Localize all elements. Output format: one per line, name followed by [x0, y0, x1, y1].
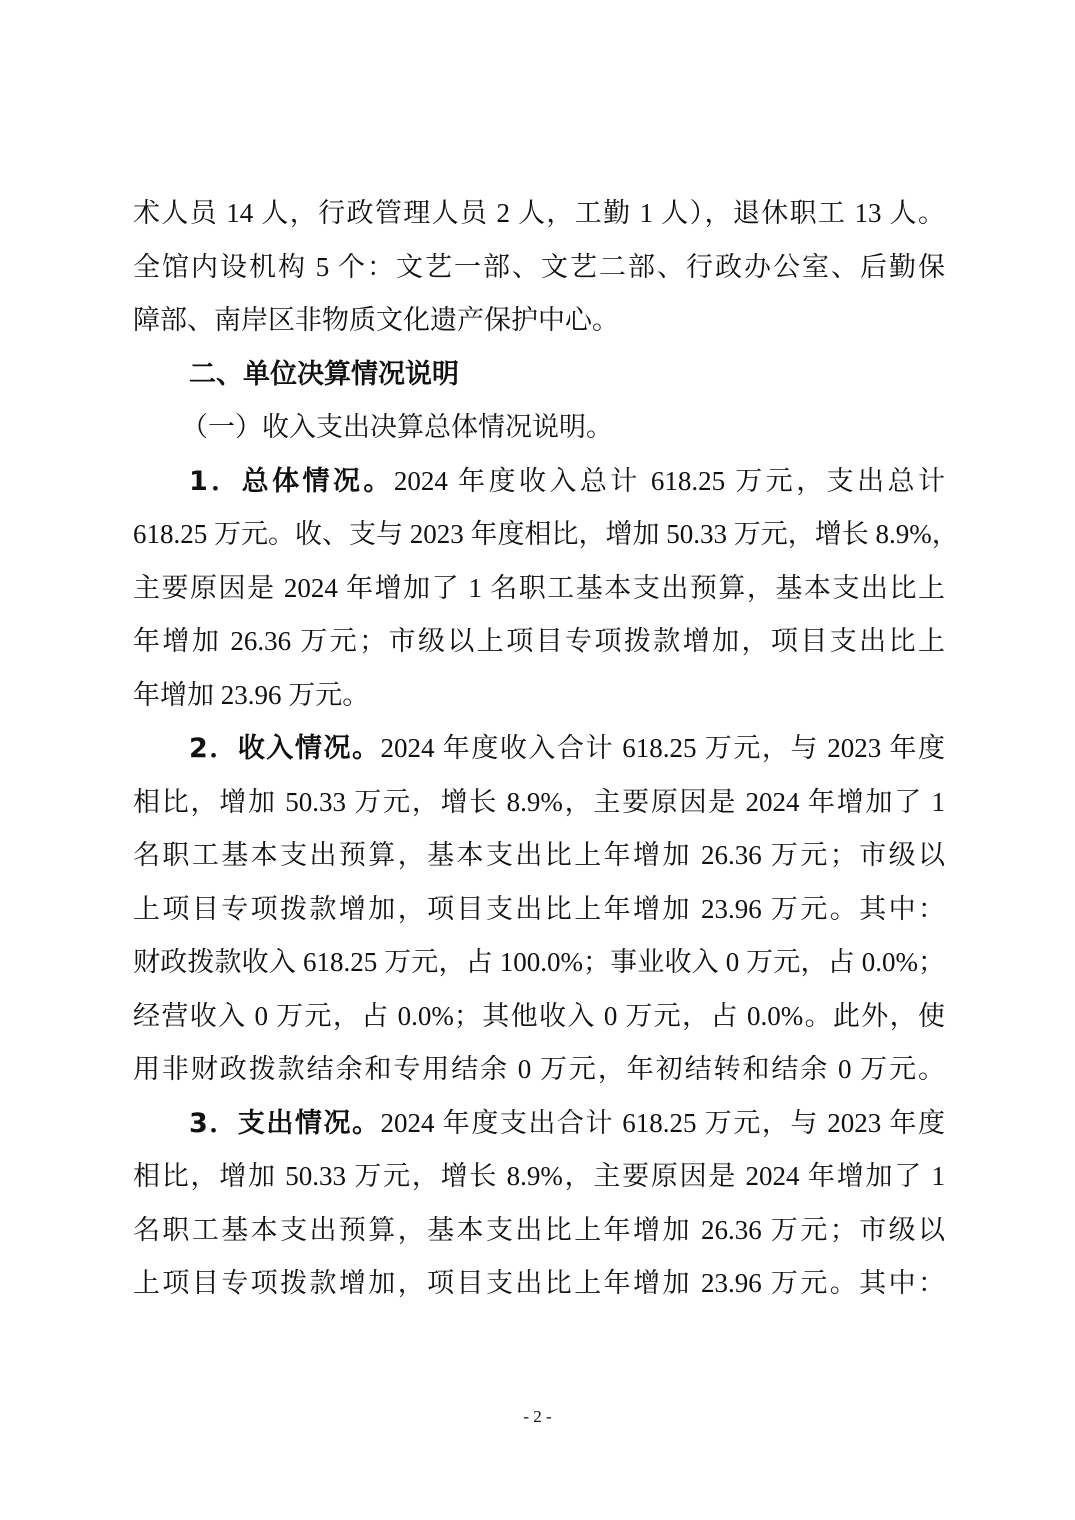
text-line: 障部、南岸区非物质文化遗产保护中心。 — [133, 305, 619, 335]
text-line: 名职工基本支出预算，基本支出比上年增加 26.36 万元；市级以 — [133, 840, 945, 870]
paragraph-label: 3．支出情况。 — [189, 1107, 381, 1139]
page-number: - 2 - — [523, 1407, 552, 1426]
text-line: 618.25 万元。收、支与 2023 年度相比，增加 50.33 万元，增长 8.9%， — [133, 519, 959, 549]
subsection-heading: （一）收入支出决算总体情况说明。 — [181, 412, 613, 442]
text-line: 相比，增加 50.33 万元，增长 8.9%，主要原因是 2024 年增加了 1 — [133, 786, 945, 817]
text-line: 名职工基本支出预算，基本支出比上年增加 26.36 万元；市级以 — [133, 1214, 945, 1245]
text-line: 财政拨款收入 618.25 万元，占 100.0%；事业收入 0 万元，占 0.0%； — [133, 947, 945, 977]
document-body — [133, 187, 959, 1311]
section-heading: 二、单位决算情况说明 — [189, 358, 459, 390]
text-line: 上项目专项拨款增加，项目支出比上年增加 23.96 万元。其中： — [133, 1268, 945, 1298]
paragraph-income — [133, 722, 945, 776]
paragraph-label: 1．总体情况。 — [189, 465, 394, 497]
text-line: 主要原因是 2024 年增加了 1 名职工基本支出预算，基本支出比上 — [133, 572, 945, 603]
paragraph-overall — [133, 455, 945, 509]
text-line: 用非财政拨款结余和专用结余 0 万元，年初结转和结余 0 万元。 — [133, 1054, 945, 1084]
text-segment: 2024 年度支出合计 618.25 万元，与 2023 年度 — [380, 1107, 946, 1138]
text-line: 相比，增加 50.33 万元，增长 8.9%，主要原因是 2024 年增加了 1 — [133, 1161, 945, 1191]
text-segment: 2024 年度收入合计 618.25 万元，与 2023 年度 — [380, 733, 946, 763]
text-line: 经营收入 0 万元，占 0.0%；其他收入 0 万元，占 0.0%。此外，使 — [133, 1000, 945, 1031]
text-segment: 2024 年度收入总计 618.25 万元，支出总计 — [393, 465, 945, 496]
text-line: 上项目专项拨款增加，项目支出比上年增加 23.96 万元。其中： — [133, 893, 945, 924]
paragraph-label: 2．收入情况。 — [189, 733, 381, 764]
text-line: 全馆内设机构 5 个：文艺一部、文艺二部、行政办公室、后勤保 — [133, 251, 945, 282]
text-line: 年增加 23.96 万元。 — [133, 679, 370, 710]
text-line: 术人员 14 人，行政管理人员 2 人，工勤 1 人），退休职工 13 人。 — [133, 198, 945, 228]
text-line: 年增加 26.36 万元；市级以上项目专项拨款增加，项目支出比上 — [133, 626, 945, 656]
paragraph-expenditure — [133, 1097, 945, 1151]
